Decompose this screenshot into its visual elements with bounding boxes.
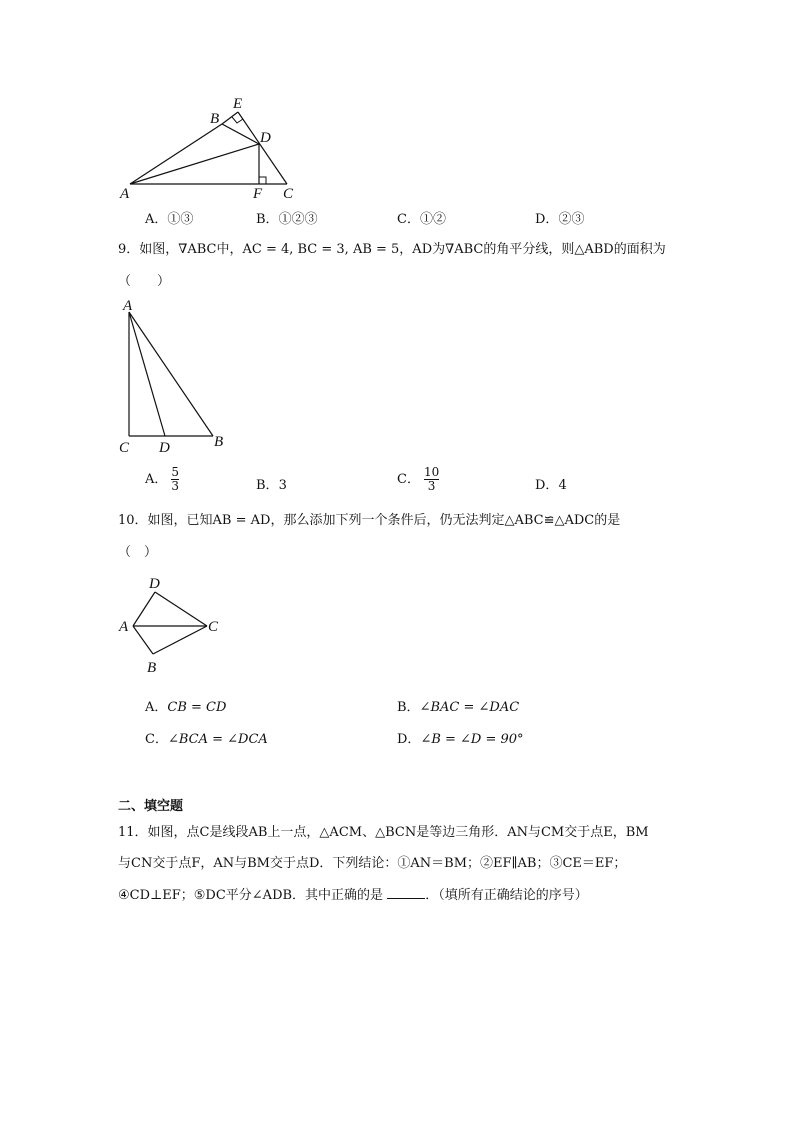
q9-label-b: B	[214, 434, 224, 450]
q10-segment-ad	[133, 592, 155, 626]
q8-label-b: B	[210, 111, 220, 127]
q10-label-b: B	[147, 660, 157, 676]
q8-right-angle-f	[259, 177, 266, 184]
q9-stem-line1: 9．如图，∇ABC中，AC = 4, BC = 3, AB = 5，AD为∇ABC的角平分线，则△ABD的面积为	[118, 242, 666, 257]
q9-option-a-fraction: $\frac{5}{3}$	[171, 465, 180, 493]
q10-figure	[115, 572, 230, 678]
q8-segment-ab	[130, 124, 222, 184]
q10-segment-dc	[155, 592, 207, 626]
q8-figure	[115, 92, 305, 200]
q9-segment-ad	[129, 312, 165, 436]
q11-line3	[118, 884, 588, 903]
q9-label-a: A	[123, 298, 133, 314]
section-title-fill-in: 二、填空题	[118, 799, 184, 814]
q10-label-a: A	[119, 619, 129, 635]
q8-label-c: C	[283, 186, 294, 200]
q8-segment-ad	[130, 144, 259, 184]
q8-option-c: C．①②	[397, 212, 446, 227]
q8-option-d: D．②③	[535, 212, 585, 227]
q11-line3-after: ．（填所有正确结论的序号）	[425, 888, 588, 903]
q9-label-d: D	[159, 440, 170, 456]
q10-option-a: A．CB = CD	[145, 700, 227, 715]
q9-figure	[115, 296, 235, 458]
q8-segment-be	[222, 112, 238, 124]
q9-stem-line2: （ ）	[118, 274, 171, 289]
q10-stem-line2: （ ）	[118, 545, 158, 560]
q11-line3-before: ④CD⊥EF；⑤DC平分∠ADB．其中正确的是	[118, 888, 384, 903]
q8-label-f: F	[253, 186, 263, 200]
q11-answer-blank[interactable]	[387, 886, 425, 899]
q10-label-c: C	[208, 619, 219, 635]
q10-segment-ab	[133, 626, 153, 654]
q10-option-d: D．∠B = ∠D = 90°	[397, 732, 524, 747]
q10-segment-bc	[153, 626, 207, 654]
q9-option-a: A． $\frac{5}{3}$	[145, 465, 180, 493]
q11-line2: 与CN交于点F，AN与BM交于点D．下列结论：①AN＝BM；②EF∥AB；③CE＝EF；	[118, 856, 627, 871]
q9-option-d: D．4	[535, 478, 567, 493]
q8-label-a: A	[120, 186, 130, 200]
q8-label-d: D	[260, 130, 271, 146]
q11-line1: 11．如图，点C是线段AB上一点，△ACM、△BCN是等边三角形．AN与CM交于点E，BM	[118, 825, 649, 840]
q9-label-c: C	[119, 440, 130, 456]
q8-label-e: E	[233, 96, 243, 112]
q8-option-a: A．①③	[145, 212, 194, 227]
q9-option-c-fraction: $\frac{10}{3}$	[423, 465, 440, 493]
q10-option-b: B．∠BAC = ∠DAC	[397, 700, 520, 715]
q10-stem-line1: 10．如图，已知AB = AD，那么添加下列一个条件后，仍无法判定△ABC≌△ADC的是	[118, 513, 621, 528]
q10-label-d: D	[149, 576, 160, 592]
q9-option-c: C． $\frac{10}{3}$	[397, 465, 440, 493]
q9-option-b: B．3	[256, 478, 287, 493]
q8-option-b: B．①②③	[256, 212, 318, 227]
q9-segment-ab	[129, 312, 213, 436]
q10-option-c: C．∠BCA = ∠DCA	[145, 732, 268, 747]
